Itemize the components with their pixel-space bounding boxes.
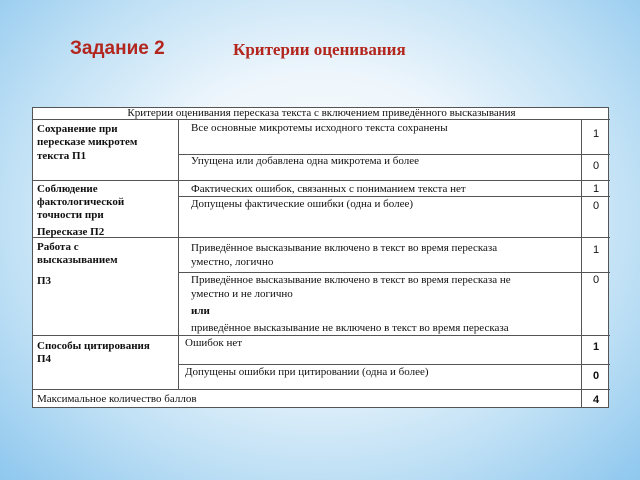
p3-description-1-line2: уместно, логично bbox=[191, 256, 274, 268]
p3-description-2-line2: уместно и не логично bbox=[191, 288, 293, 300]
p3-description-1-line1: Приведённое высказывание включено в текст во время пересказа bbox=[191, 242, 498, 254]
p2-score-1: 1 bbox=[592, 183, 600, 195]
max-score-label: Максимальное количество баллов bbox=[37, 393, 197, 405]
task-title: Задание 2 bbox=[70, 38, 165, 59]
criterion-p1-line3: текста П1 bbox=[37, 150, 87, 162]
p4-description-1: Ошибок нет bbox=[185, 337, 243, 349]
p4-description-2: Допущены ошибки при цитировании (одна и более) bbox=[185, 366, 429, 378]
subrow-divider bbox=[178, 272, 610, 273]
p2-description-2: Допущены фактические ошибки (одна и более) bbox=[191, 198, 414, 210]
column-divider bbox=[581, 119, 582, 408]
criterion-p4-line1: Способы цитирования bbox=[37, 340, 150, 352]
criterion-p2-line2: фактологической bbox=[37, 196, 125, 208]
criteria-table bbox=[32, 107, 609, 408]
criteria-title: Критерии оценивания bbox=[233, 40, 406, 59]
p1-score-2: 0 bbox=[592, 160, 600, 172]
p1-description-1: Все основные микротемы исходного текста сохранены bbox=[191, 122, 448, 134]
subrow-divider bbox=[178, 364, 610, 365]
p1-score-1: 1 bbox=[592, 128, 600, 140]
criterion-p2-line1: Соблюдение bbox=[37, 183, 98, 195]
subrow-divider bbox=[178, 196, 610, 197]
row-divider bbox=[33, 237, 610, 238]
criterion-p3-line3: П3 bbox=[37, 275, 52, 287]
criterion-p2-line4: Пересказе П2 bbox=[37, 226, 105, 238]
criterion-p3-line1: Работа с bbox=[37, 241, 79, 253]
table-header: Критерии оценивания пересказа текста с включением приведённого высказывания bbox=[127, 107, 516, 119]
p2-description-1: Фактических ошибок, связанных с пониманием текста нет bbox=[191, 183, 466, 195]
p1-description-2: Упущена или добавлена одна микротема и более bbox=[191, 155, 420, 167]
p4-score-1: 1 bbox=[592, 341, 600, 353]
column-divider bbox=[178, 119, 179, 389]
criterion-p3-line2: высказыванием bbox=[37, 254, 118, 266]
p2-score-2: 0 bbox=[592, 200, 600, 212]
row-divider bbox=[33, 180, 610, 181]
p3-description-2-line1: Приведённое высказывание включено в текст во время пересказа не bbox=[191, 274, 511, 286]
p4-score-2: 0 bbox=[592, 370, 600, 382]
p3-score-2: 0 bbox=[592, 274, 600, 286]
row-divider bbox=[33, 335, 610, 336]
criterion-p4-line2: П4 bbox=[37, 353, 52, 365]
p3-description-2-or: или bbox=[191, 305, 210, 317]
p3-score-1: 1 bbox=[592, 244, 600, 256]
max-score-value: 4 bbox=[592, 394, 600, 406]
criterion-p1-line1: Сохранение при bbox=[37, 123, 118, 135]
p3-description-2-line3: приведённое высказывание не включено в текст во время пересказа bbox=[191, 322, 509, 334]
row-divider bbox=[33, 389, 610, 390]
criterion-p1-line2: пересказе микротем bbox=[37, 136, 138, 148]
criterion-p2-line3: точности при bbox=[37, 209, 104, 221]
